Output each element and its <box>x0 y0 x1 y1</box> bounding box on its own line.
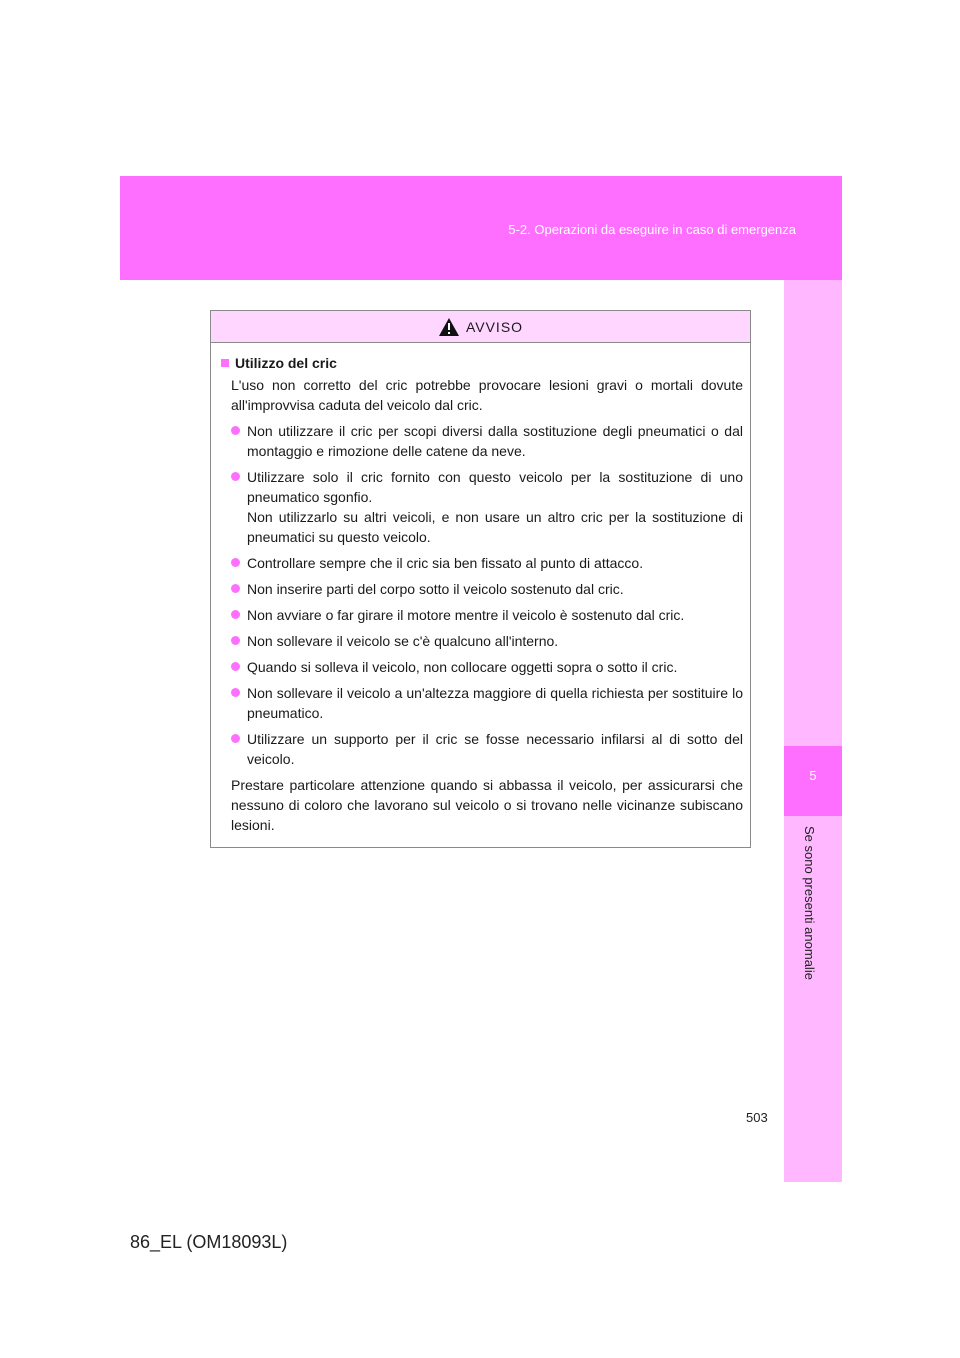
page-number: 503 <box>746 1110 768 1125</box>
square-bullet-icon <box>221 359 229 367</box>
list-item <box>231 579 743 599</box>
bullet-dot-icon <box>231 688 240 697</box>
list-item <box>231 729 743 769</box>
bullet-text: Quando si solleva il veicolo, non collocare oggetti sopra o sotto il cric. <box>247 659 678 675</box>
side-tab-bottom <box>784 816 842 1182</box>
section-title: 5-2. Operazioni da eseguire in caso di emergenza <box>508 222 796 237</box>
bullet-dot-icon <box>231 558 240 567</box>
side-tab-top <box>784 280 842 746</box>
bullet-dot-icon <box>231 472 240 481</box>
bullet-text: Non sollevare il veicolo a un'altezza maggiore di quella richiesta per sostituire lo pneumatico. <box>247 685 743 721</box>
heading-text: Utilizzo del cric <box>235 355 337 371</box>
bullet-text: Non sollevare il veicolo se c'è qualcuno all'interno. <box>247 633 559 649</box>
bullet-dot-icon <box>231 426 240 435</box>
doc-code: 86_EL (OM18093L) <box>130 1232 288 1252</box>
bullet-dot-icon <box>231 584 240 593</box>
chapter-number: 5 <box>809 768 817 783</box>
list-item <box>231 683 743 723</box>
warning-label: AVVISO <box>465 318 524 335</box>
bullet-text: Non inserire parti del corpo sotto il veicolo sostenuto dal cric. <box>247 581 624 597</box>
bullet-text-main: Utilizzare solo il cric fornito con questo veicolo per la sostituzione di uno pneumatico sgonfio. <box>247 469 743 505</box>
bullet-text: Non utilizzare il cric per scopi diversi dalla sostituzione degli pneumatici o dal montaggio e rimozione delle catene da neve. <box>247 423 743 459</box>
bullet-dot-icon <box>231 734 240 743</box>
closing-paragraph: Prestare particolare attenzione quando si abbassa il veicolo, per assicurarsi che nessuno di coloro che lavorano sul veicolo o si trovano nelle vicinanze subiscano lesioni. <box>231 777 743 833</box>
list-item <box>231 421 743 461</box>
list-item <box>231 553 743 573</box>
warning-triangle-icon <box>438 317 460 337</box>
list-item <box>231 605 743 625</box>
bullet-text: Controllare sempre che il cric sia ben fissato al punto di attacco. <box>247 555 644 571</box>
warning-box <box>210 310 751 848</box>
bullet-dot-icon <box>231 610 240 619</box>
warning-header <box>211 311 750 343</box>
section-heading <box>221 353 743 373</box>
list-item <box>231 657 743 677</box>
intro-paragraph: L'uso non corretto del cric potrebbe provocare lesioni gravi o mortali dovute all'improvvisa caduta del veicolo dal cric. <box>231 377 743 413</box>
warning-body <box>211 343 750 835</box>
list-item <box>231 467 743 547</box>
chapter-title: Se sono presenti anomalie <box>802 826 817 980</box>
bullet-dot-icon <box>231 662 240 671</box>
bullet-dot-icon <box>231 636 240 645</box>
header-band <box>120 176 842 280</box>
list-item <box>231 631 743 651</box>
bullet-text: Utilizzare un supporto per il cric se fosse necessario infilarsi al di sotto del veicolo. <box>247 731 743 767</box>
side-tab-chapter <box>784 746 842 816</box>
bullet-text: Non avviare o far girare il motore mentre il veicolo è sostenuto dal cric. <box>247 607 685 623</box>
bullet-text-extra: Non utilizzarlo su altri veicoli, e non usare un altro cric per la sostituzione di pneumatici su questo veicolo. <box>247 509 743 545</box>
bullet-text <box>247 467 743 547</box>
